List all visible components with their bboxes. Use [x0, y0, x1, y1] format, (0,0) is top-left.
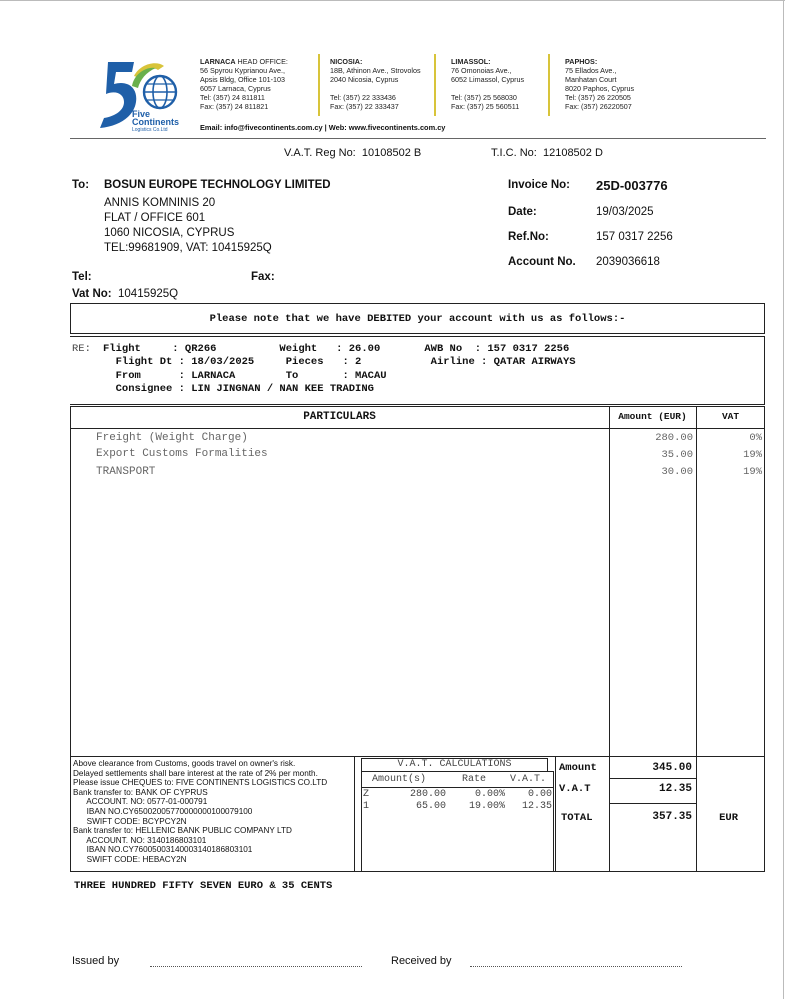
line-item-vat: 0% — [749, 432, 762, 444]
line-item-amount: 30.00 — [661, 466, 693, 478]
office-line: 18B, Athinon Ave., Strovolos — [330, 65, 421, 75]
contact-line: Email: info@fivecontinents.com.cy | Web: www.fivecontinents.com.cy — [200, 123, 446, 132]
to-label: To: — [72, 179, 90, 191]
header-particulars: PARTICULARS — [303, 411, 376, 423]
office-line: Apsis Bldg, Office 101-103 — [200, 74, 285, 84]
office-line: 8020 Paphos, Cyprus — [565, 83, 635, 93]
recipient-address — [104, 196, 272, 256]
issued-by-line — [150, 966, 362, 967]
vatcalc-code: Z — [363, 789, 370, 800]
office-title-bold: LARNACA — [200, 57, 236, 66]
fax-label: Fax: — [251, 271, 275, 283]
company-logo — [94, 54, 190, 134]
vatcalc-vat: 12.35 — [521, 801, 552, 812]
office-title-rest: HEAD OFFICE: — [235, 57, 288, 66]
line-item-description: TRANSPORT — [96, 466, 156, 478]
office-title-bold: PAPHOS: — [565, 57, 598, 66]
note-line: IBAN NO.CY65002005770000000100079100 — [73, 806, 253, 816]
shipment-line: Flight Dt : 18/03/2025 Pieces : 2 Airline : QATAR AIRWAYS — [103, 356, 576, 369]
vatcalc-code: 1 — [363, 801, 370, 812]
shipment-line: Flight : QR266 Weight : 26.00 AWB No : 157 0317 2256 — [103, 343, 570, 355]
header-amount: Amount (EUR) — [618, 411, 687, 422]
line-item-description: Export Customs Formalities — [96, 448, 268, 460]
office-separator — [434, 54, 436, 116]
line-item-amount: 280.00 — [655, 432, 693, 444]
office-line: Fax: (357) 22 333437 — [330, 101, 399, 111]
note-line: Bank transfer to: HELLENIC BANK PUBLIC COMPANY LTD — [73, 826, 292, 836]
vat-reg-value: 10108502 B — [361, 147, 422, 159]
recipient-name: BOSUN EUROPE TECHNOLOGY LIMITED — [104, 179, 331, 191]
invoice-date: 19/03/2025 — [596, 206, 654, 218]
recipient-vat-value: 10415925Q — [118, 288, 179, 300]
received-by-line — [470, 966, 682, 967]
amount-underline — [609, 778, 696, 779]
invoice-no: 25D-003776 — [596, 178, 668, 193]
vatcalc-col-amount: Amount(s) — [372, 774, 427, 785]
vatcalc-divider — [555, 756, 556, 872]
total-amount-value: 345.00 — [652, 762, 692, 774]
office-line: 76 Omonoias Ave., — [451, 65, 512, 75]
tel-label: Tel: — [72, 271, 92, 283]
note-line: ACCOUNT. NO: 0577-01-000791 — [73, 797, 208, 807]
address-line: TEL:99681909, VAT: 10415925Q — [104, 242, 272, 254]
account-no: 2039036618 — [596, 256, 660, 268]
grand-total-label: TOTAL — [561, 812, 593, 824]
note-line: IBAN NO.CY76005003140003140186803101 — [73, 845, 253, 855]
line-item-vat: 19% — [743, 449, 762, 461]
tic-reg-value: 12108502 D — [542, 147, 603, 159]
account-label: Account No. — [508, 256, 576, 268]
notice-text: Please note that we have DEBITED your account with us as follows:- — [209, 313, 626, 325]
office-nicosia — [330, 58, 421, 111]
note-line: Above clearance from Customs, goods travel on owner's risk. — [73, 759, 296, 768]
recipient-vat-label: Vat No: — [72, 288, 112, 300]
address-line: ANNIS KOMNINIS 20 — [104, 197, 216, 209]
office-line: Manhatan Court — [565, 74, 617, 84]
vatcalc-vat: 0.00 — [527, 789, 552, 800]
vatcalc-rate: 19.00% — [468, 801, 505, 812]
logo-text-five: Five — [132, 109, 151, 119]
office-line: 56 Spyrou Kyprianou Ave., — [200, 65, 285, 75]
vatcalc-col-vat: V.A.T. — [510, 774, 547, 785]
vat-reg — [284, 147, 421, 159]
issued-by-label: Issued by — [72, 955, 120, 967]
address-line: 1060 NICOSIA, CYPRUS — [104, 227, 235, 239]
vatcalc-header-divider — [361, 787, 554, 788]
office-line: Tel: (357) 22 333436 — [330, 92, 396, 102]
footer-divider — [70, 756, 765, 757]
logo-text-logistics: Logistics Co.Ltd — [132, 127, 168, 133]
invoice-no-label: Invoice No: — [508, 179, 570, 191]
note-line: Bank transfer to: BANK OF CYPRUS — [73, 787, 208, 797]
date-label: Date: — [508, 206, 537, 218]
logo-text-continents: Continents — [132, 117, 179, 127]
tic-reg — [491, 147, 603, 159]
page-top-edge — [0, 0, 785, 1]
note-line: ACCOUNT. NO: 3140186803101 — [73, 835, 207, 845]
header-vat: VAT — [721, 411, 740, 422]
office-line: Tel: (357) 26 220505 — [565, 92, 631, 102]
footer-notes — [73, 759, 353, 865]
notice-box — [70, 303, 765, 334]
line-item-vat: 19% — [743, 466, 762, 478]
vatcalc-col-rate: Rate — [462, 774, 487, 785]
office-separator — [318, 54, 320, 116]
office-line: Tel: (357) 24 811811 — [200, 92, 265, 102]
office-larnaca — [200, 58, 288, 111]
vat-underline — [609, 803, 696, 804]
header-divider — [70, 138, 766, 139]
office-separator — [548, 54, 550, 116]
total-vat-value: 12.35 — [658, 783, 692, 795]
office-line: 6057 Larnaca, Cyprus — [200, 83, 271, 93]
shipment-line: From : LARNACA To : MACAU — [103, 369, 387, 382]
amount-in-words: THREE HUNDRED FIFTY SEVEN EURO & 35 CENTS — [74, 880, 333, 892]
office-line: 2040 Nicosia, Cyprus — [330, 74, 399, 84]
vatcalc-title: V.A.T. CALCULATIONS — [397, 759, 512, 770]
office-line: Fax: (357) 26220507 — [565, 101, 632, 111]
shipment-line: Consignee : LIN JINGNAN / NAN KEE TRADING — [103, 383, 374, 396]
office-title-bold: NICOSIA: — [330, 57, 363, 66]
ref-label: Ref.No: — [508, 231, 549, 243]
note-line: Please issue CHEQUES to: FIVE CONTINENTS LOGISTICS CO.LTD — [73, 778, 328, 788]
page-right-edge — [783, 0, 784, 999]
office-line: Tel: (357) 25 568030 — [451, 92, 517, 102]
vatcalc-rate: 0.00% — [474, 789, 505, 800]
office-line: Fax: (357) 25 560511 — [451, 101, 520, 111]
currency-label: EUR — [719, 812, 738, 824]
vat-reg-label: V.A.T. Reg No: — [284, 147, 356, 159]
recipient-vat — [72, 288, 178, 300]
total-amount-label: Amount — [559, 762, 597, 774]
address-line: FLAT / OFFICE 601 — [104, 212, 206, 224]
grand-total-value: 357.35 — [652, 811, 692, 823]
office-line: 6052 Limassol, Cyprus — [451, 74, 525, 84]
office-title-bold: LIMASSOL: — [451, 57, 491, 66]
office-line: Fax: (357) 24 811821 — [200, 101, 269, 111]
received-by-label: Received by — [391, 955, 452, 967]
line-item-amount: 35.00 — [661, 449, 693, 461]
office-paphos — [565, 58, 634, 111]
note-line: SWIFT CODE: BCYPCY2N — [73, 816, 187, 826]
total-vat-label: V.A.T — [559, 783, 591, 795]
vatcalc-amount: 65.00 — [415, 801, 446, 812]
office-limassol — [451, 58, 524, 111]
line-item-description: Freight (Weight Charge) — [96, 432, 248, 444]
note-line: Delayed settlements shall bare interest at the rate of 2% per month. — [73, 768, 318, 778]
notes-divider — [354, 756, 355, 872]
shipment-details — [103, 343, 576, 397]
tic-reg-label: T.I.C. No: — [491, 147, 537, 159]
re-label: RE: — [72, 343, 91, 355]
note-line: SWIFT CODE: HEBACY2N — [73, 854, 187, 864]
vatcalc-amount: 280.00 — [409, 789, 446, 800]
ref-no: 157 0317 2256 — [596, 231, 673, 243]
particulars-header-divider — [70, 428, 765, 429]
office-line: 75 Ellados Ave., — [565, 65, 617, 75]
